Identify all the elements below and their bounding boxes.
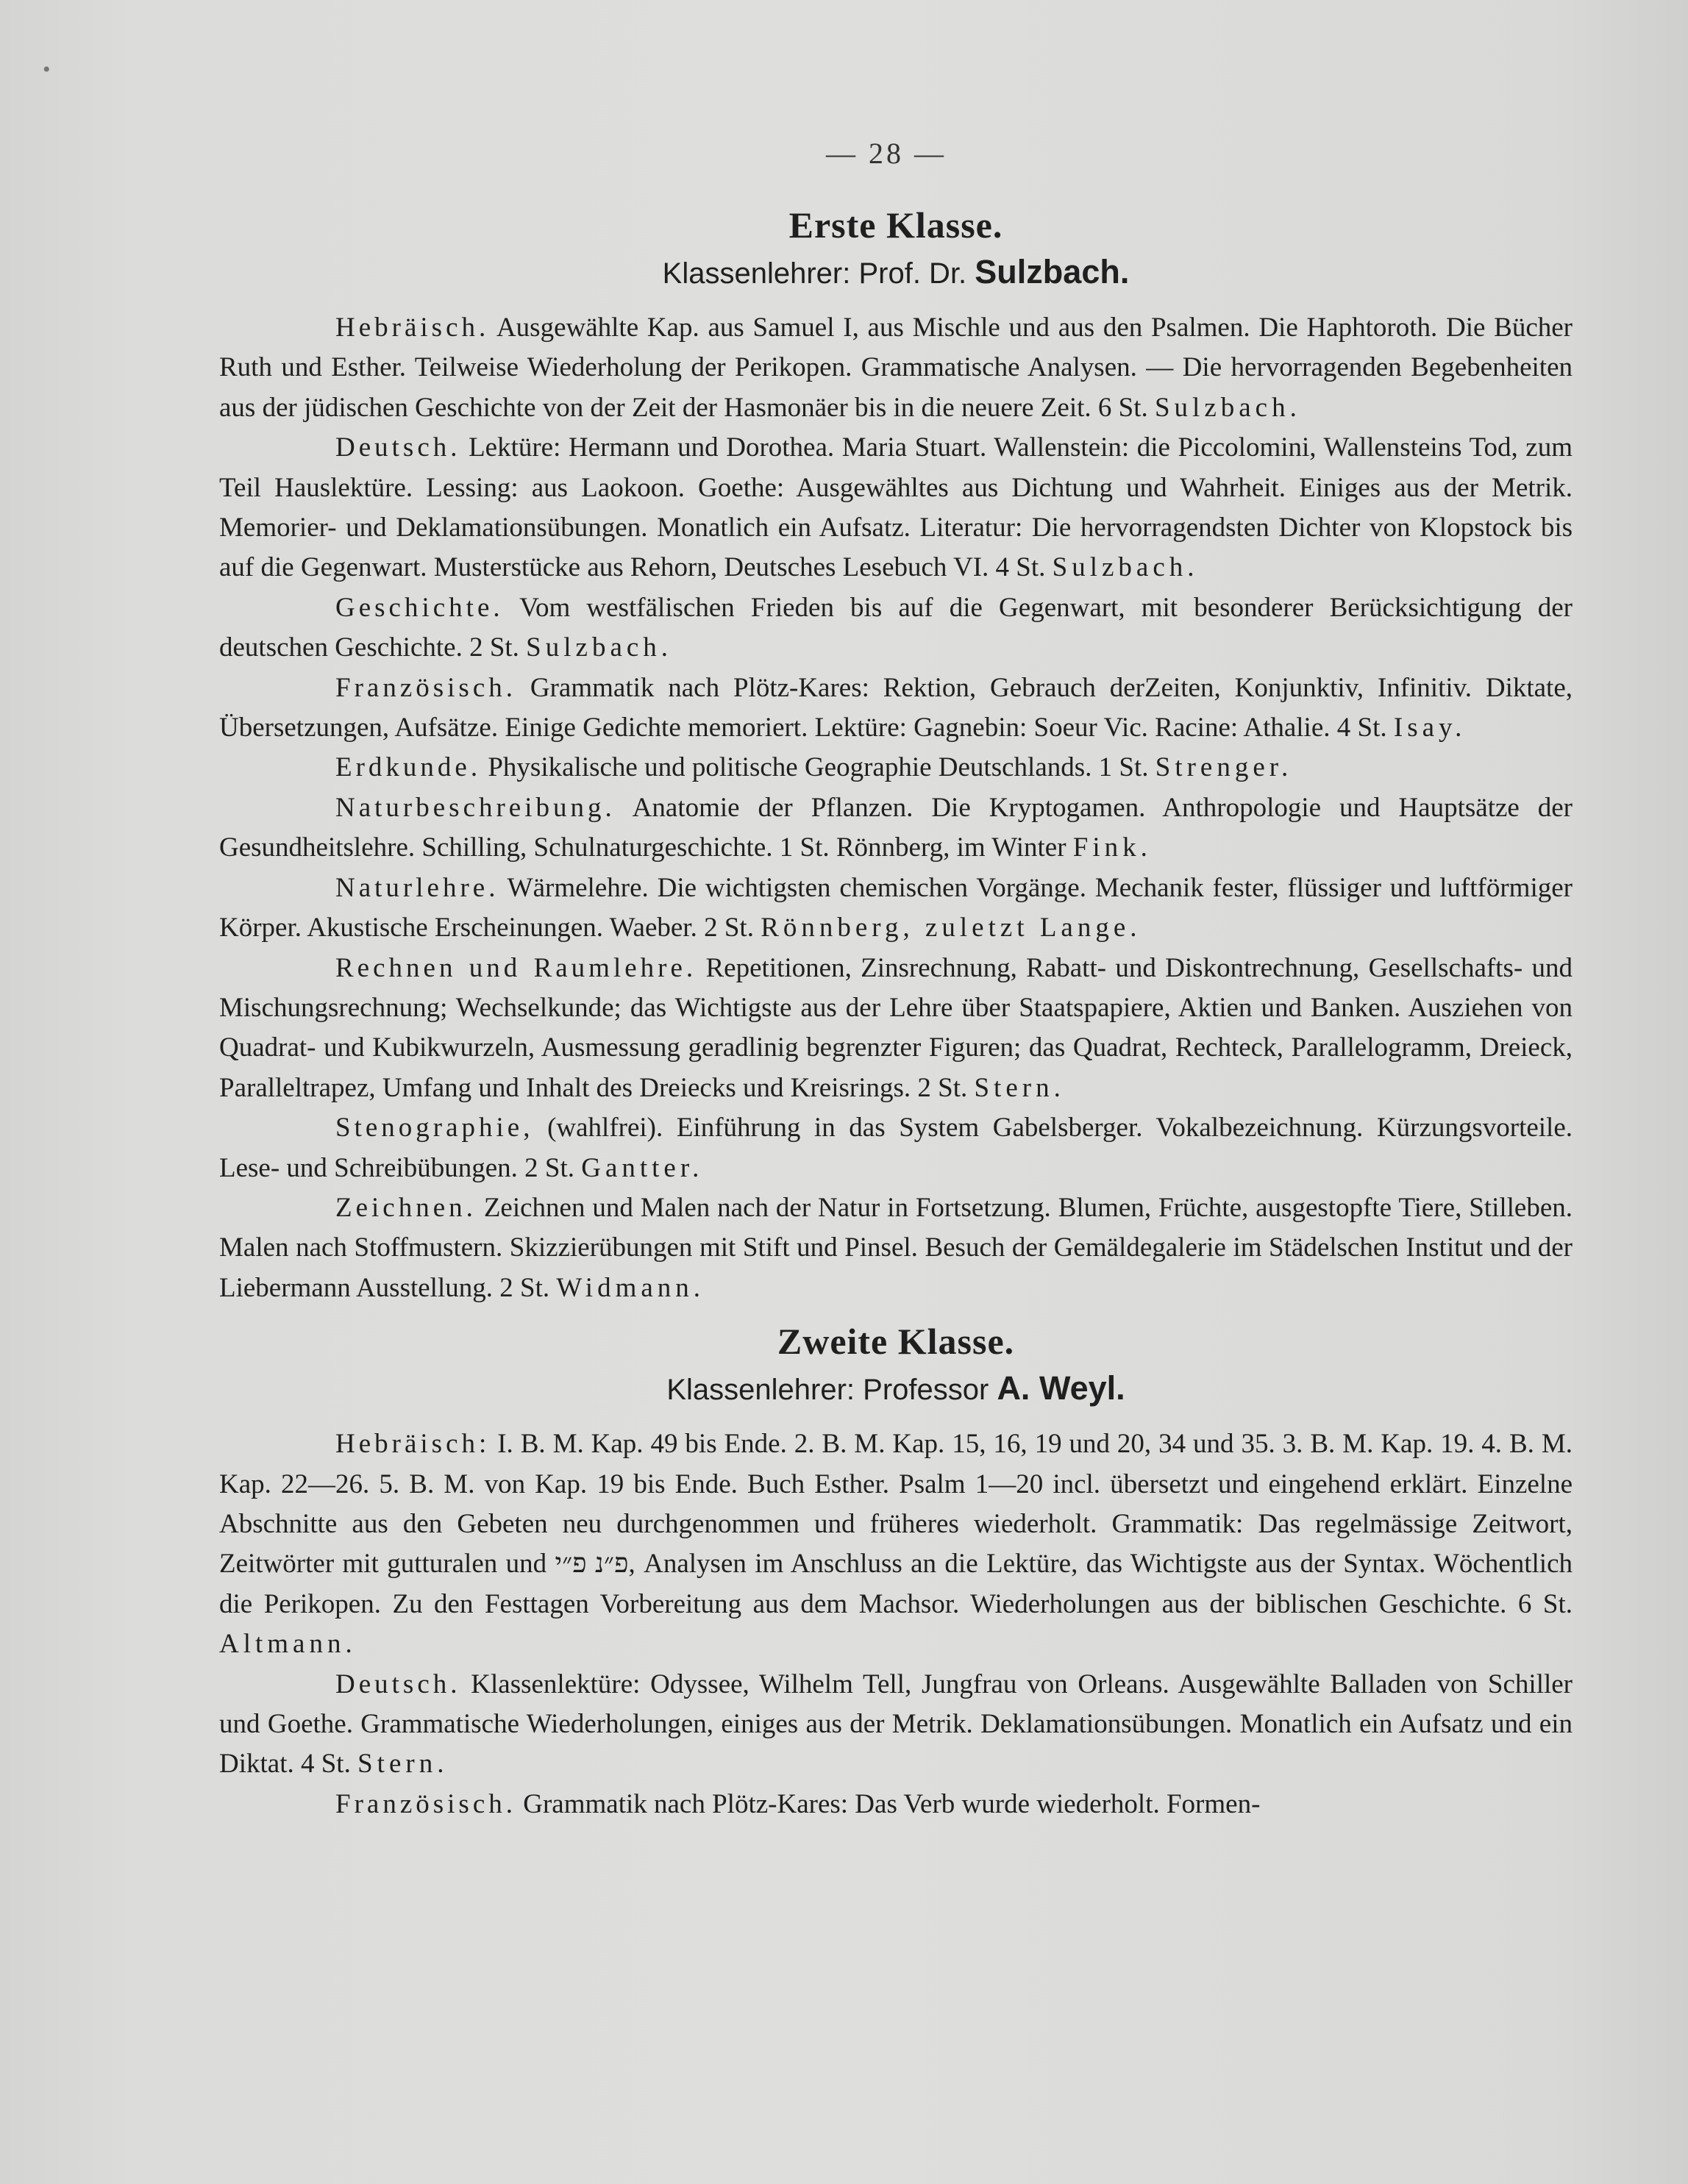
entry-teacher: Sulzbach. [526, 632, 673, 663]
entry-text: Anatomie der Pflanzen. Die Kryptogamen. Anthropologie und Hauptsätze der Gesundheitslehre. Schilling, Schulnaturgeschichte. 1 St. Rönnberg, im Winter [219, 792, 1573, 863]
entry-teacher: Gantter. [581, 1152, 704, 1183]
entry-franzoesisch [219, 668, 1573, 749]
subject-name: Französisch. [335, 672, 516, 703]
entry-teacher: Sulzbach. [1052, 552, 1199, 583]
entry-stenographie [219, 1108, 1573, 1188]
teacher-prefix: Prof. Dr. [858, 257, 967, 290]
subject-name: Naturlehre. [335, 872, 499, 903]
subject-name: Deutsch. [335, 1669, 461, 1699]
entry-teacher: Widmann. [556, 1272, 705, 1303]
entry-text: Grammatik nach Plötz-Kares: Das Verb wurde wiederholt. Formen- [523, 1788, 1261, 1819]
subject-name: Naturbeschreibung. [335, 792, 616, 823]
entry-naturbeschreibung [219, 788, 1573, 868]
subject-name: Zeichnen. [335, 1192, 477, 1223]
class-teacher-line [219, 1367, 1573, 1411]
subject-name: Geschichte. [335, 592, 504, 623]
section-erste-klasse [219, 202, 1573, 1308]
entry-teacher: Altmann. [219, 1629, 357, 1660]
teacher-name: A. Weyl. [997, 1369, 1125, 1407]
entry-zeichnen [219, 1188, 1573, 1308]
speck: • [43, 57, 51, 82]
entry-text: (wahlfrei). Einführung in das System Gabelsberger. Vokalbezeichnung. Kürzungsvorteile. Lese- und Schreibübungen. 2 St. [219, 1113, 1573, 1183]
teacher-label: Klassenlehrer: [662, 257, 851, 290]
entry-text: Repetitionen, Zinsrechnung, Rabatt- und Diskontrechnung, Gesellschafts- und Mischungsrechnung; Wechselkunde; das Wichtigste aus der Lehre über Staatspapiere, Aktien und Banken. Ausziehen von Quadrat- und Kubikwurzeln, Ausmessung geradlinig begrenzter Figuren; das Quadrat, Rechteck, Parallelogramm, Dreieck, Paralleltrapez, Umfang und Inhalt des Dreiecks und Kreisrings. 2 St. [219, 952, 1573, 1103]
teacher-prefix: Professor [863, 1374, 989, 1407]
entry-text: Zeichnen und Malen nach der Natur in Fortsetzung. Blumen, Früchte, ausgestopfte Tiere, Stilleben. Malen nach Stoffmustern. Skizzierübungen mit Stift und Pinsel. Besuch der Gemäldegalerie im Städelschen Institut und der Liebermann Ausstellung. 2 St. [219, 1192, 1573, 1303]
entry-teacher: Isay. [1393, 713, 1467, 743]
entry-teacher: Strenger. [1155, 752, 1293, 783]
entry-deutsch [219, 1665, 1573, 1785]
entry-erdkunde [219, 748, 1573, 788]
subject-name: Französisch. [335, 1788, 516, 1819]
entry-text: Klassenlektüre: Odyssee, Wilhelm Tell, Jungfrau von Orleans. Ausgewählte Balladen von Schiller und Goethe. Grammatische Wiederholungen, einiges aus der Metrik. Deklamationsübungen. Monatlich ein Aufsatz und ein Diktat. 4 St. [219, 1669, 1573, 1780]
subject-name: Erdkunde. [335, 752, 482, 783]
class-teacher-line [219, 251, 1573, 295]
entry-hebraeisch [219, 1424, 1573, 1664]
entry-text: Lektüre: Hermann und Dorothea. Maria Stuart. Wallenstein: die Piccolomini, Wallensteins Tod, zum Teil Hauslektüre. Lessing: aus Laokoon. Goethe: Ausgewähltes aus Dichtung und Wahrheit. Einiges aus der Metrik. Memorier- und Deklamationsübungen. Monatlich ein Aufsatz. Literatur: Die hervorragendsten Dichter von Klopstock bis auf die Gegenwart. Musterstücke aus Rehorn, Deutsches Lesebuch VI. 4 St. [219, 432, 1573, 583]
entry-franzoesisch [219, 1785, 1573, 1824]
entry-text: Vom westfälischen Frieden bis auf die Gegenwart, mit besonderer Berücksichtigung der deutschen Geschichte. 2 St. [219, 592, 1573, 663]
entry-teacher: Stern. [357, 1749, 449, 1780]
section-title: Erste Klasse. [788, 204, 1003, 246]
entry-teacher: Fink. [1072, 832, 1152, 863]
entry-text: Physikalische und politische Geographie Deutschlands. 1 St. [488, 752, 1149, 783]
entry-hebraeisch [219, 308, 1573, 428]
entry-geschichte [219, 588, 1573, 668]
subject-name: Rechnen und Raumlehre. [335, 952, 697, 983]
page-number: — 28 — [826, 137, 947, 170]
entry-teacher: Sulzbach. [1154, 392, 1301, 423]
subject-name: Hebräisch. [335, 313, 490, 343]
entry-teacher: Rönnberg, zuletzt Lange. [761, 913, 1142, 943]
subject-name: Hebräisch: [335, 1429, 491, 1460]
subject-name: Deutsch. [335, 432, 461, 463]
section-zweite-klasse [219, 1318, 1573, 1824]
subject-name: Stenographie, [335, 1113, 534, 1143]
entry-text: Ausgewählte Kap. aus Samuel I, aus Mischle und aus den Psalmen. Die Haphtoroth. Die Bücher Ruth und Esther. Teilweise Wiederholung der Perikopen. Grammatische Analysen. — Die hervorragenden Begebenheiten aus der jüdischen Geschichte von der Zeit der Hasmonäer bis in die neuere Zeit. 6 St. [219, 313, 1573, 423]
entry-text: I. B. M. Kap. 49 bis Ende. 2. B. M. Kap. 15, 16, 19 und 20, 34 und 35. 3. B. M. Kap. 19. 4. B. M. Kap. 22—26. 5. B. M. von Kap. 19 bis Ende. Buch Esther. Psalm 1—20 incl. übersetzt und eingehend erklärt. Einzelne Abschnitte aus den Gebeten neu durchgenommen und früheres wiederholt. Grammatik: Das regelmässige Zeitwort, Zeitwörter mit gutturalen und פ״נ פ״י, Analysen im Anschluss an die Lektüre, das Wichtigste aus der Syntax. Wöchentlich die Perikopen. Zu den Festtagen Vorbereitung aus dem Machsor. Wiederholungen aus der biblischen Geschichte. 6 St. [219, 1429, 1573, 1619]
entry-text: Wärmelehre. Die wichtigsten chemischen Vorgänge. Mechanik fester, flüssiger und luftförmiger Körper. Akustische Erscheinungen. Waeber. 2 St. [219, 872, 1573, 943]
entry-naturlehre [219, 868, 1573, 949]
teacher-label: Klassenlehrer: [666, 1374, 855, 1407]
page-content [219, 202, 1573, 1824]
section-title: Zweite Klasse. [777, 1321, 1015, 1363]
teacher-name: Sulzbach. [975, 253, 1130, 290]
entry-text: Grammatik nach Plötz-Kares: Rektion, Gebrauch derZeiten, Konjunktiv, Infinitiv. Diktate, Übersetzungen, Aufsätze. Einige Gedichte memoriert. Lektüre: Gagnebin: Soeur Vic. Racine: Athalie. 4 St. [219, 672, 1573, 743]
entry-rechnen [219, 949, 1573, 1109]
entry-deutsch [219, 428, 1573, 588]
entry-teacher: Stern. [974, 1072, 1065, 1103]
